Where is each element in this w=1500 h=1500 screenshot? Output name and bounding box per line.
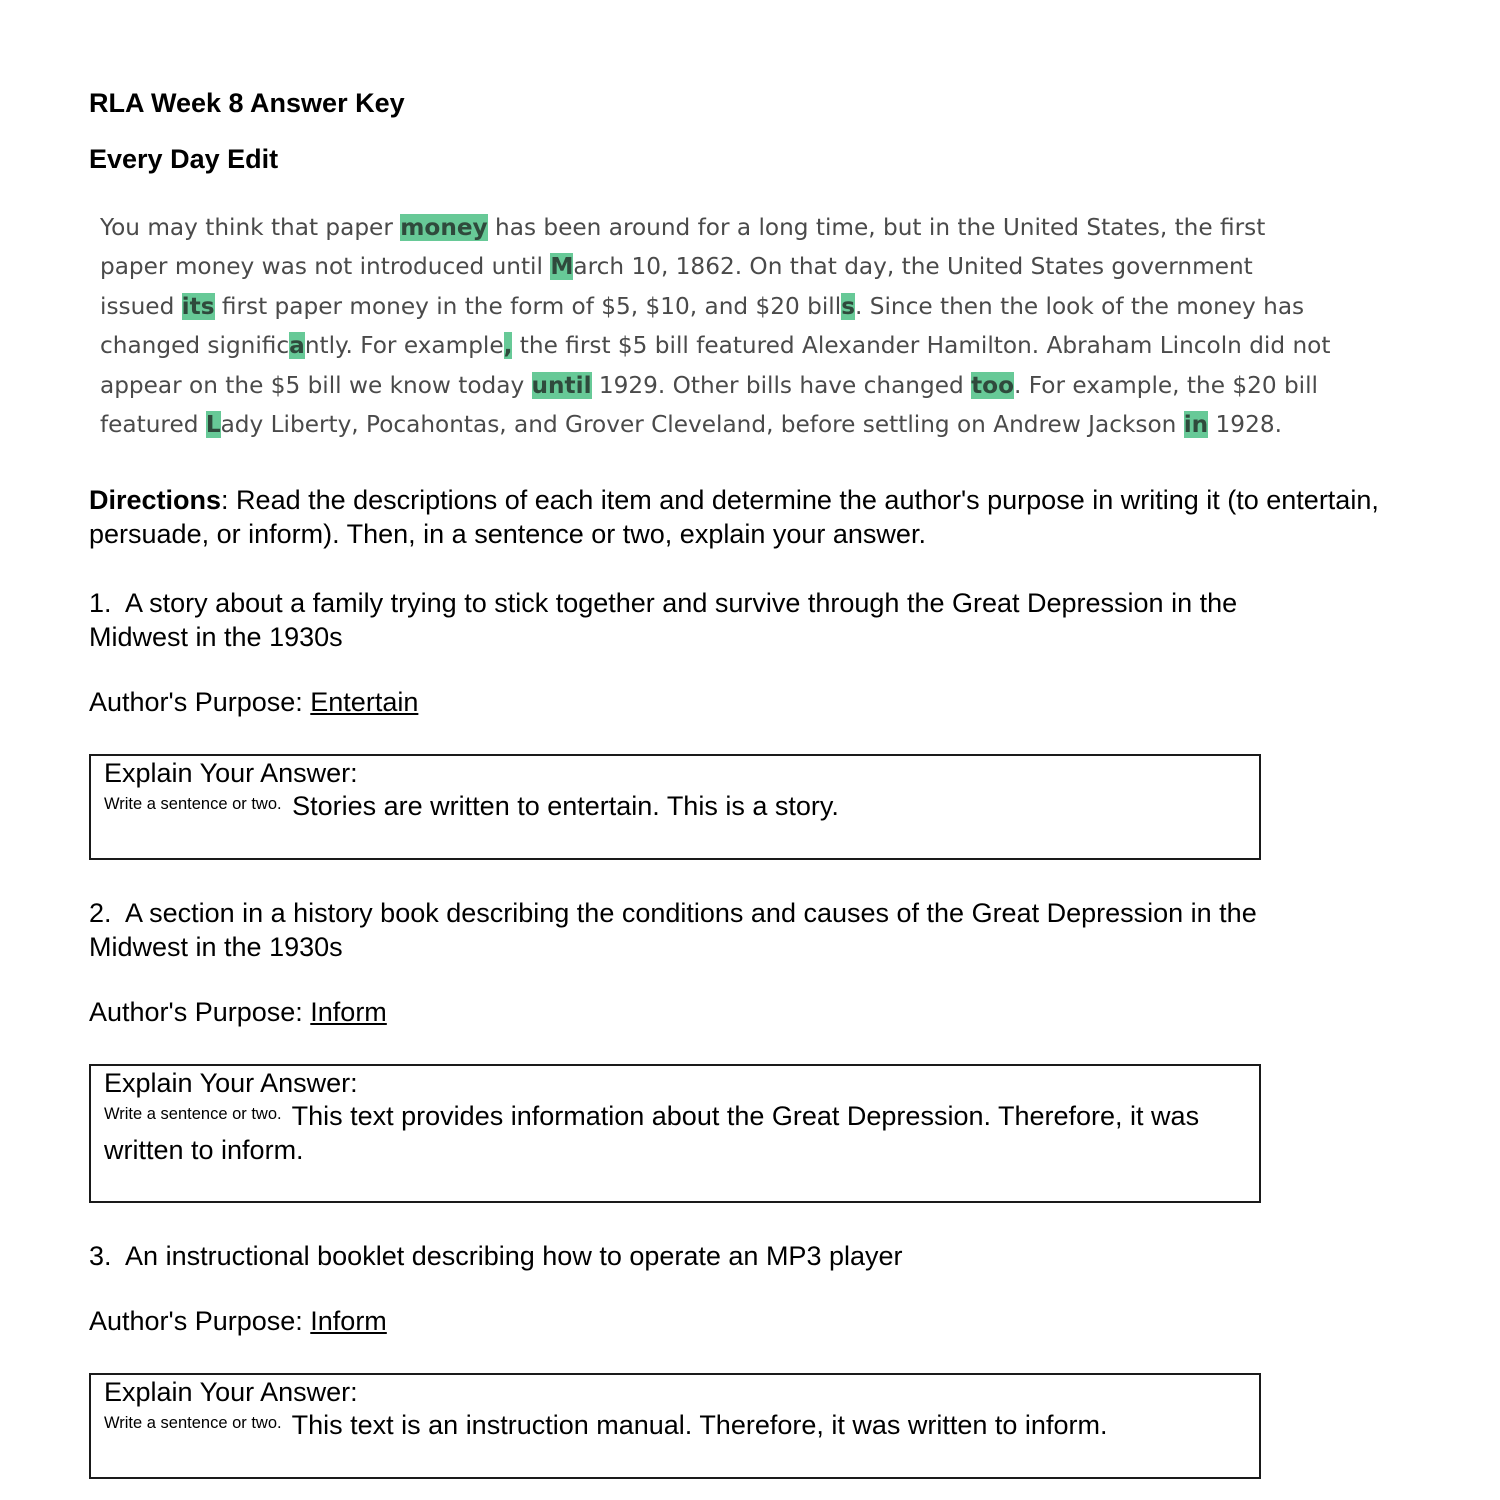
- explain-answer[interactable]: This text provides information about the Great Depression. Therefore, it was written to inform.: [104, 1101, 1200, 1165]
- passage-line: [100, 247, 1440, 286]
- passage-text: featured: [100, 410, 206, 438]
- passage-text: You may think that paper: [100, 214, 401, 241]
- explain-hint: Write a sentence or two.: [104, 1414, 282, 1432]
- purpose-answer[interactable]: Inform: [310, 997, 387, 1027]
- purpose-label: Author's Purpose:: [89, 687, 311, 717]
- passage-text: the first $5 bill featured Alexander Hamilton. Abraham Lincoln did not: [512, 332, 1331, 360]
- purpose-label: Author's Purpose:: [89, 1306, 311, 1336]
- directions-label: Directions: [89, 485, 222, 515]
- passage-line: [100, 405, 1440, 444]
- passage-text: first paper money in the form of $5, $10, and $20 bill: [214, 292, 842, 320]
- question-text: A story about a family trying to stick together and survive through the Great Depression in the Midwest in the 1930s: [89, 588, 1238, 652]
- passage-text: . For example, the $20 bill: [1014, 371, 1318, 399]
- passage-line: [100, 287, 1440, 326]
- authors-purpose-2: [89, 997, 387, 1028]
- passage-text: issued: [100, 292, 182, 320]
- explain-answer-box-2[interactable]: [89, 1064, 1261, 1203]
- passage-text: ntly. For example: [304, 332, 504, 360]
- passage-line: [100, 366, 1440, 405]
- question-number: 2.: [89, 898, 112, 928]
- passage-text: paper money was not introduced until: [100, 253, 551, 281]
- correction-highlight: its: [181, 292, 215, 320]
- authors-purpose-1: [89, 687, 418, 718]
- question-3: [89, 1239, 1409, 1273]
- correction-highlight: in: [1183, 410, 1209, 438]
- explain-answer-box-1[interactable]: [89, 754, 1261, 860]
- question-text: A section in a history book describing the conditions and causes of the Great Depression in the Midwest in the 1930s: [89, 898, 1257, 962]
- correction-highlight: too: [971, 371, 1015, 399]
- purpose-answer[interactable]: Inform: [310, 1306, 387, 1336]
- passage-text: 1929. Other bills have changed: [591, 371, 972, 399]
- correction-highlight: money: [400, 214, 488, 241]
- correction-highlight: M: [550, 253, 574, 281]
- passage-text: ady Liberty, Pocahontas, and Grover Cleveland, before settling on Andrew Jackson: [220, 410, 1184, 438]
- passage-text: has been around for a long time, but in the United States, the first: [487, 214, 1266, 241]
- directions: [89, 483, 1409, 551]
- passage-text: appear on the $5 bill we know today: [100, 371, 532, 399]
- question-2: [89, 896, 1339, 964]
- passage-line: [100, 208, 1440, 247]
- explain-hint: Write a sentence or two.: [104, 795, 282, 813]
- directions-text: : Read the descriptions of each item and determine the author's purpose in writing it (to entertain, persuade, or inform). Then, in a sentence or two, explain your answer.: [89, 485, 1379, 549]
- section-heading-every-day-edit: Every Day Edit: [89, 144, 279, 174]
- passage-line: [100, 326, 1440, 365]
- explain-answer-box-3[interactable]: [89, 1373, 1261, 1479]
- correction-highlight: ,: [503, 332, 513, 360]
- purpose-label: Author's Purpose:: [89, 997, 311, 1027]
- correction-highlight: L: [205, 410, 221, 438]
- page-title: RLA Week 8 Answer Key: [89, 88, 405, 118]
- passage-text: arch 10, 1862. On that day, the United States government: [573, 253, 1253, 281]
- passage-text: changed signific: [100, 332, 290, 360]
- question-number: 1.: [89, 588, 112, 618]
- passage-text: 1928.: [1208, 410, 1282, 438]
- passage-text: . Since then the look of the money has: [855, 292, 1305, 320]
- purpose-answer[interactable]: Entertain: [310, 687, 419, 717]
- every-day-edit-passage: [100, 208, 1440, 444]
- explain-label: Explain Your Answer:: [104, 758, 358, 788]
- correction-highlight: s: [841, 292, 856, 320]
- authors-purpose-3: [89, 1306, 387, 1337]
- correction-highlight: a: [289, 332, 305, 360]
- explain-answer[interactable]: This text is an instruction manual. Therefore, it was written to inform.: [291, 1410, 1108, 1440]
- question-1: [89, 586, 1319, 654]
- question-text: An instructional booklet describing how to operate an MP3 player: [125, 1241, 903, 1271]
- explain-answer[interactable]: Stories are written to entertain. This is a story.: [292, 791, 839, 821]
- explain-label: Explain Your Answer:: [104, 1377, 358, 1407]
- correction-highlight: until: [531, 371, 592, 399]
- explain-hint: Write a sentence or two.: [104, 1105, 282, 1123]
- question-number: 3.: [89, 1241, 112, 1271]
- explain-label: Explain Your Answer:: [104, 1068, 358, 1098]
